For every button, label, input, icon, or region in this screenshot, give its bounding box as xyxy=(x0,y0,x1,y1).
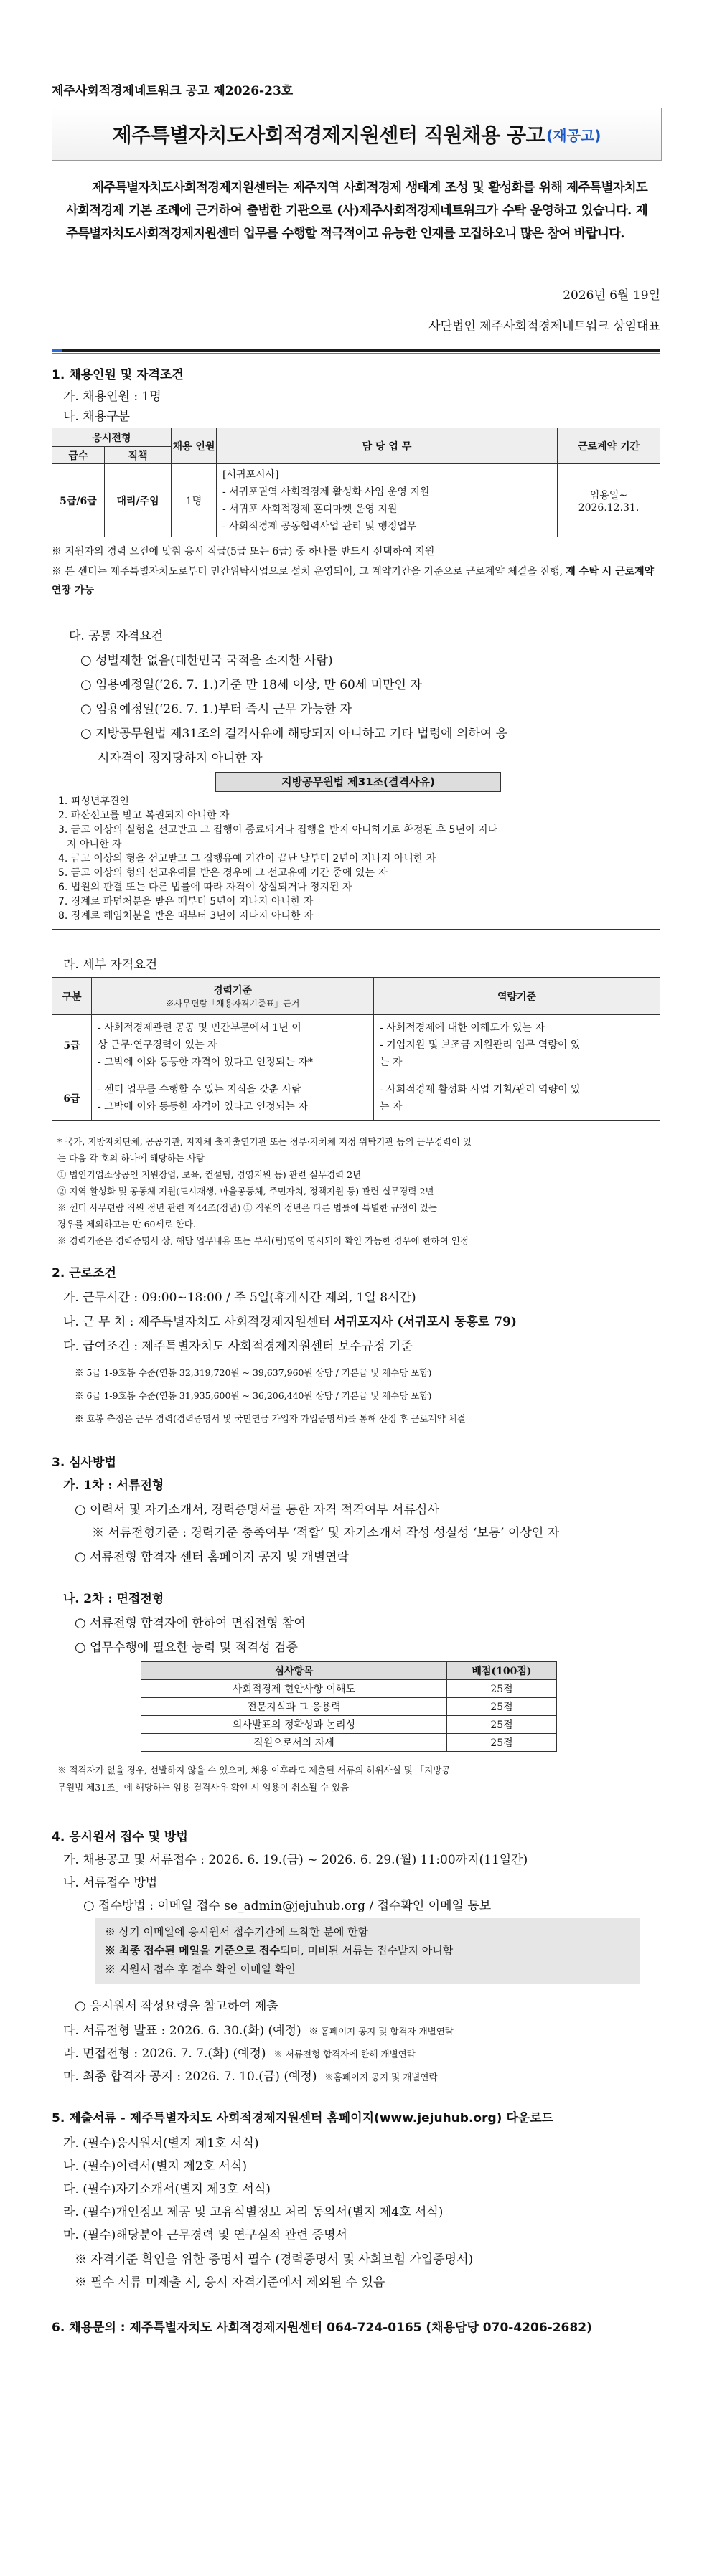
s3-a-item-1: ○ 이력서 및 자기소개서, 경력증명서를 통한 자격 적격여부 서류심사 xyxy=(75,1502,439,1517)
score-item: 사회적경제 현안사항 이해도 xyxy=(141,1680,447,1698)
title-suffix: (재공고) xyxy=(546,126,601,144)
row-5-grade: 5급 xyxy=(52,1015,92,1075)
cell-contract: 임용일~ 2026.12.31. xyxy=(558,464,660,537)
title-box xyxy=(52,108,662,161)
section-1-title: 1. 채용인원 및 자격조건 xyxy=(52,368,184,382)
score-item: 직원으로서의 자세 xyxy=(141,1734,447,1752)
section-2-title: 2. 근로조건 xyxy=(52,1266,116,1280)
common-item-4: ○ 지방공무원법 제31조의 결격사유에 해당되지 아니하고 기타 법령에 의하여 응 xyxy=(80,726,508,741)
notice-number: 제주사회적경제네트워크 공고 제2026-23호 xyxy=(52,84,294,98)
s1-note-2: ※ 본 센터는 제주특별자치도로부터 민간위탁사업으로 설치 운영되어, 그 계약기간을 기준으로 근로계약 체결을 진행, 재 수탁 시 근로계약 연장 가능 xyxy=(52,566,655,596)
section-5-title: 5. 제출서류 - 제주특별자치도 사회적경제지원센터 홈페이지(www.jejuhub.org) 다운로드 xyxy=(52,2111,554,2126)
s3-first-round: 가. 1차 : 서류전형 xyxy=(63,1478,164,1493)
notice-date: 2026년 6월 19일 xyxy=(563,288,660,303)
th2-career: 경력기준 ※사무편람「채용자격기준표」근거 xyxy=(92,978,374,1015)
score-table xyxy=(141,1661,557,1752)
th-duty: 담 당 업 무 xyxy=(217,428,558,464)
row-6-duty: - 사회적경제 활성화 사업 기획/관리 역량이 있 는 자 xyxy=(374,1075,660,1121)
th-field: 응시전형 xyxy=(52,428,172,447)
detail-table xyxy=(52,977,660,1121)
row-6-grade: 6급 xyxy=(52,1075,92,1121)
s2-hours: 가. 근무시간 : 09:00~18:00 / 주 5일(휴게시간 제외, 1일 8시간) xyxy=(63,1291,416,1305)
s3-second-round: 나. 2차 : 면접전형 xyxy=(63,1592,164,1606)
section-4-title: 4. 응시원서 접수 및 방법 xyxy=(52,1830,188,1844)
signer: 사단법인 제주사회적경제네트워크 상임대표 xyxy=(428,319,660,334)
s4-guide: ○ 응시원서 작성요령을 참고하여 제출 xyxy=(75,1999,278,2014)
th-count: 채용 인원 xyxy=(172,428,217,464)
s4-doc-result: 다. 서류전형 발표 : 2026. 6. 30.(화) (예정) ※ 홈페이지 공지 및 합격자 개별연락 xyxy=(63,2024,454,2038)
s3-a-item-2: ○ 서류전형 합격자 센터 홈페이지 공지 및 개별연락 xyxy=(75,1549,349,1565)
s4-notice-box: ※ 상기 이메일에 응시원서 접수기간에 도착한 분에 한함 ※ 최종 접수된 메일을 기준으로 접수되며, 미비된 서류는 접수받지 아니함 ※ 지원서 접수 후 접수 확인 이메일 확인 xyxy=(95,1918,640,1984)
cell-grade: 5급/6급 xyxy=(52,464,105,537)
s2-salary-notes: ※ 5급 1-9호봉 수준(연봉 32,319,720원 ~ 39,637,960원 상당 / 기본급 및 제수당 포함) ※ 6급 1-9호봉 수준(연봉 31,935,600원 ~ 36,206,440원 상당 / 기본급 및 제수당 포함) ※ 호봉 측정은 근무 경력(경력증명서 및 국민연금 가입자 가입증명서)를 통해 산정 후 근로계약 체결 xyxy=(75,1367,466,1424)
s1-headcount: 가. 채용인원 : 1명 xyxy=(63,390,161,404)
score-value: 25점 xyxy=(447,1698,557,1716)
s4-method: ○ 접수방법 : 이메일 접수 se_admin@jejuhub.org / 접수확인 이메일 통보 xyxy=(83,1898,492,1913)
th-grade: 급수 xyxy=(52,447,105,464)
disq-list: 1. 피성년후견인 2. 파산선고를 받고 복권되지 아니한 자 3. 금고 이상의 실형을 선고받고 그 집행이 종료되거나 집행을 받지 아니하기로 확정된 후 5년이 지나 지 아니한 자 4. 금고 이상의 형을 선고받고 그 집행유예 기간이 끝난 날부터 2년이 지나지 아니한 자 5. 금고 이상의 형의 선고유예를 받은 경우에 그 선고유예 기간 중에 있는 자 6. 법원의 판결 또는 다른 법률에 따라 자격이 상실되거나 정지된 자 7. 징계로 파면처분을 받은 때부터 5년이 지나지 아니한 자 8. 징계로 해임처분을 받은 때부터 3년이 지나지 아니한 자 xyxy=(52,791,660,930)
th3-item: 심사항목 xyxy=(141,1662,447,1680)
s4-period: 가. 채용공고 및 서류접수 : 2026. 6. 19.(금) ~ 2026. 6. 29.(월) 11:00까지(11일간) xyxy=(63,1853,528,1867)
s4-method-label: 나. 서류접수 방법 xyxy=(63,1876,158,1890)
score-value: 25점 xyxy=(447,1716,557,1734)
s1-note-1: ※ 지원자의 경력 요건에 맞춰 응시 직급(5급 또는 6급) 중 하나를 반드시 선택하여 지원 xyxy=(52,546,435,557)
th-job: 직책 xyxy=(105,447,172,464)
section-3-title: 3. 심사방법 xyxy=(52,1456,116,1470)
s3-b-item-2: ○ 업무수행에 필요한 능력 및 적격성 검증 xyxy=(75,1640,298,1655)
recruit-table xyxy=(52,428,660,537)
cell-duty: [서귀포시사] - 서귀포권역 사회적경제 활성화 사업 운영 지원 - 서귀포 사회적경제 혼디마켓 운영 지원 - 사회적경제 공동협력사업 관리 및 행정업무 xyxy=(217,464,558,537)
row-5-duty: - 사회적경제에 대한 이해도가 있는 자 - 기업지원 및 보조금 지원관리 업무 역량이 있 는 자 xyxy=(374,1015,660,1075)
divider-rule xyxy=(52,349,660,354)
score-value: 25점 xyxy=(447,1734,557,1752)
score-value: 25점 xyxy=(447,1680,557,1698)
s5-notes: ※ 자격기준 확인을 위한 증명서 필수 (경력증명서 및 사회보험 가입증명서) ※ 필수 서류 미제출 시, 응시 자격기준에서 제외될 수 있음 xyxy=(75,2252,474,2290)
th-contract: 근로계약 기간 xyxy=(558,428,660,464)
th2-duty: 역량기준 xyxy=(374,978,660,1015)
s1-common-label: 다. 공통 자격요건 xyxy=(69,629,164,643)
s3-b-item-1: ○ 서류전형 합격자에 한하여 면접전형 참여 xyxy=(75,1615,306,1631)
score-item: 의사발표의 정확성과 논리성 xyxy=(141,1716,447,1734)
s2-salary: 다. 급여조건 : 제주특별자치도 사회적경제지원센터 보수규정 기준 xyxy=(63,1339,413,1354)
common-item-2: ○ 임용예정일(‘26. 7. 1.)기준 만 18세 이상, 만 60세 미만인 자 xyxy=(80,677,422,692)
s5-docs: 가. (필수)응시원서(별지 제1호 서식) 나. (필수)이력서(별지 제2호 서식) 다. (필수)자기소개서(별지 제3호 서식) 라. (필수)개인정보 제공 및 고유식별정보 처리 동의서(별지 제4호 서식) 마. (필수)해당분야 근무경력 및 연구실적 관련 증명서 xyxy=(63,2136,444,2242)
score-item: 전문지식과 그 응용력 xyxy=(141,1698,447,1716)
s4-final: 마. 최종 합격자 공지 : 2026. 7. 10.(금) (예정) ※홈페이지 공지 및 개별연락 xyxy=(63,2070,438,2084)
row-5-career: - 사회적경제관련 공공 및 민간부문에서 1년 이 상 근무·연구경력이 있는 자 - 그밖에 이와 동등한 자격이 있다고 인정되는 자* xyxy=(92,1015,374,1075)
cell-count: 1명 xyxy=(172,464,217,537)
common-item-1: ○ 성별제한 없음(대한민국 국적을 소지한 사람) xyxy=(80,653,333,668)
s1-type-label: 나. 채용구분 xyxy=(63,410,130,424)
section-6-contact: 6. 채용문의 : 제주특별자치도 사회적경제지원센터 064-724-0165 (채용담당 070-4206-2682) xyxy=(52,2321,592,2335)
detail-notes: * 국가, 지방자치단체, 공공기관, 지자체 출자출연기관 또는 정부·자치체 지정 위탁기관 등의 근무경력이 있 는 다음 각 호의 하나에 해당하는 사람 ① 법인기업소상공인 지원장업, 보육, 컨설팅, 경영지원 등) 관련 실무경력 2년 ② 지역 활성화 및 공동체 지원(도시재생, 마을공동체, 주민자치, 정책지원 등) 관련 실무경력 2년 ※ 센터 사무편람 직원 정년 관련 제44조(정년) ① 직원의 정년은 다른 법률에 특별한 규정이 있는 경우를 제외하고는 만 60세로 한다. ※ 경력기준은 경력증명서 상, 해당 업무내용 또는 부서(팀)명이 명시되어 확인 가능한 경우에 한하여 인정 xyxy=(57,1136,472,1246)
common-item-3: ○ 임용예정일(‘26. 7. 1.)부터 즉시 근무 가능한 자 xyxy=(80,702,352,717)
th3-score: 배점(100점) xyxy=(447,1662,557,1680)
cell-job: 대리/주임 xyxy=(105,464,172,537)
intro-paragraph: 제주특별자치도사회적경제지원센터는 제주지역 사회적경제 생태계 조성 및 활성화를 위해 제주특별자치도 사회적경제 기본 조례에 근거하여 출범한 기관으로 (사)제주사회적경제네트워크가 수탁 운영하고 있습니다. 제주특별자치도사회적경제지원센터 업무를 수행할 적극적이고 유능한 인재를 모집하오니 많은 참여 바랍니다. xyxy=(66,181,647,241)
disq-title: 지방공무원법 제31조(결격사유) xyxy=(215,772,501,792)
th2-grade: 구분 xyxy=(52,978,92,1015)
s3-a-note: ※ 서류전형기준 : 경력기준 충족여부 ‘적합’ 및 자기소개서 작성 성실성 ‘보통’ 이상인 자 xyxy=(92,1526,560,1540)
common-item-4-cont: 시자격이 정지당하지 아니한 자 xyxy=(98,751,263,765)
s2-location: 나. 근 무 처 : 제주특별자치도 사회적경제지원센터 서귀포지사 (서귀포시 동홍로 79) xyxy=(63,1315,517,1329)
page-title: 제주특별자치도사회적경제지원센터 직원채용 공고 xyxy=(112,123,545,147)
row-6-career: - 센터 업무를 수행할 수 있는 지식을 갖춘 사람 - 그밖에 이와 동등한 자격이 있다고 인정되는 자 xyxy=(92,1075,374,1121)
s4-interview: 라. 면접전형 : 2026. 7. 7.(화) (예정) ※ 서류전형 합격자에 한해 개별연락 xyxy=(63,2047,416,2061)
s1-detail-label: 라. 세부 자격요건 xyxy=(63,958,158,972)
s3-note: ※ 적격자가 없을 경우, 선발하지 않을 수 있으며, 채용 이후라도 제출된 서류의 허위사실 및 「지방공 무원법 제31조」에 해당하는 임용 결격사유 확인 시 임용이 취소될 수 있음 xyxy=(57,1765,451,1793)
